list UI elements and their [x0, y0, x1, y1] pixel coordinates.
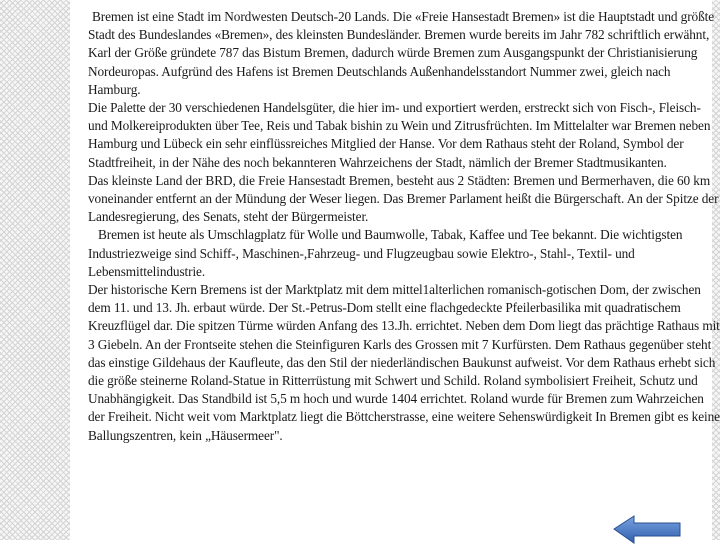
paragraph-intro: Bremen ist eine Stadt im Nordwesten Deutsch-20 Lands. Die «Freie Hansestadt Bremen» ist die Hauptstadt und größte Stadt des Bundeslandes «Bremen», des kleinsten Bundesländer. Bremen wurde bereits im Jahr 782 schriftlich erwähnt, Karl der Größe gründete 787 das Bistum Bremen, dadurch würde Bremen zum Ausgangspunkt der Christianisierung Nordeuropas. Aufgründ des Hafens ist Bremen Deutschlands Außenhandelsstandort Nummer zwei, gleich nach Hamburg.	[88, 9, 715, 97]
paragraph-industry: Bremen ist heute als Umschlagplatz für Wolle und Baumwolle, Tabak, Kaffee und Tee bekannt. Die wichtigsten Industriezweige sind Schiff-, Maschinen-,Fahrzeug- und Flugzeugbau sowie Elektro-, Stahl-, Textil- und Lebensmittelindustrie.	[88, 227, 683, 279]
page-edge-left	[0, 0, 70, 540]
document-body	[88, 8, 720, 445]
paragraph-land: Das kleinste Land der BRD, die Freie Hansestadt Bremen, besteht aus 2 Städten: Bremen und Bermerhaven, die 60 km voneinander entfernt an der Mündung der Weser liegen. Das Bremer Parlament heißt die Bürgerschaft. An der Spitze der Landesregierung, des Senats, steht der Bürgermeister.	[88, 172, 719, 225]
paragraph-trade: Die Palette der 30 verschiedenen Handelsgüter, die hier im- und exportiert werden, erstreckt sich von Fisch-, Fleisch- und Molkereiprodukten über Tee, Reis und Tabak bishin zu Wein und Zitrusfrüchten. Im Mittelalter war Bremen neben Hamburg und Lübeck ein sehr einflüssreiches Mitglied der Hanse. Vor dem Rathaus steht der Roland, Symbol der Stadtfreiheit, in der Nähe des noch bekannteren Wahrzeichens der Stadt, nämlich der Bremer Stadtmusikanten.	[88, 100, 711, 170]
paragraph-history: Der historische Kern Bremens ist der Marktplatz mit dem mittel1alterlichen romanisch-gotischen Dom, der zwischen dem 11. und 13. Jh. erbaut würde. Der St.-Petrus-Dom stellt eine flachgedeckte Pfeilerbasilika mit quadratischem Kreuzflügel dar. Die spitzen Türme würden Anfang des 13.Jh. errichtet. Neben dem Dom liegt das prächtige Rathaus mit 3 Giebeln. An der Frontseite stehen die Steinfiguren Karls des Grossen mit 7 Kurfürsten. Dem Rathaus gegenüber steht das einstige Gildehaus der Kaufleute, das den Stil der niederländischen Baukunst aufweist. Vor dem Rathaus erhebt sich die größe steinerne Roland-Statue in Ritterrüstung mit Schwert und Schild. Roland symbolisiert Freiheit, Schutz und Unabhängigkeit. Das Standbild ist 5,5 m hoch und wurde 1404 errichtet. Roland wurde für Bremen zum Wahrzeichen der Freiheit. Nicht weit vom Marktplatz liegt die Böttcherstrasse, eine weitere Sehenswürdigkeit In Bremen gibt es keine Ballungszentren, kein „Häusermeer".	[88, 282, 720, 443]
